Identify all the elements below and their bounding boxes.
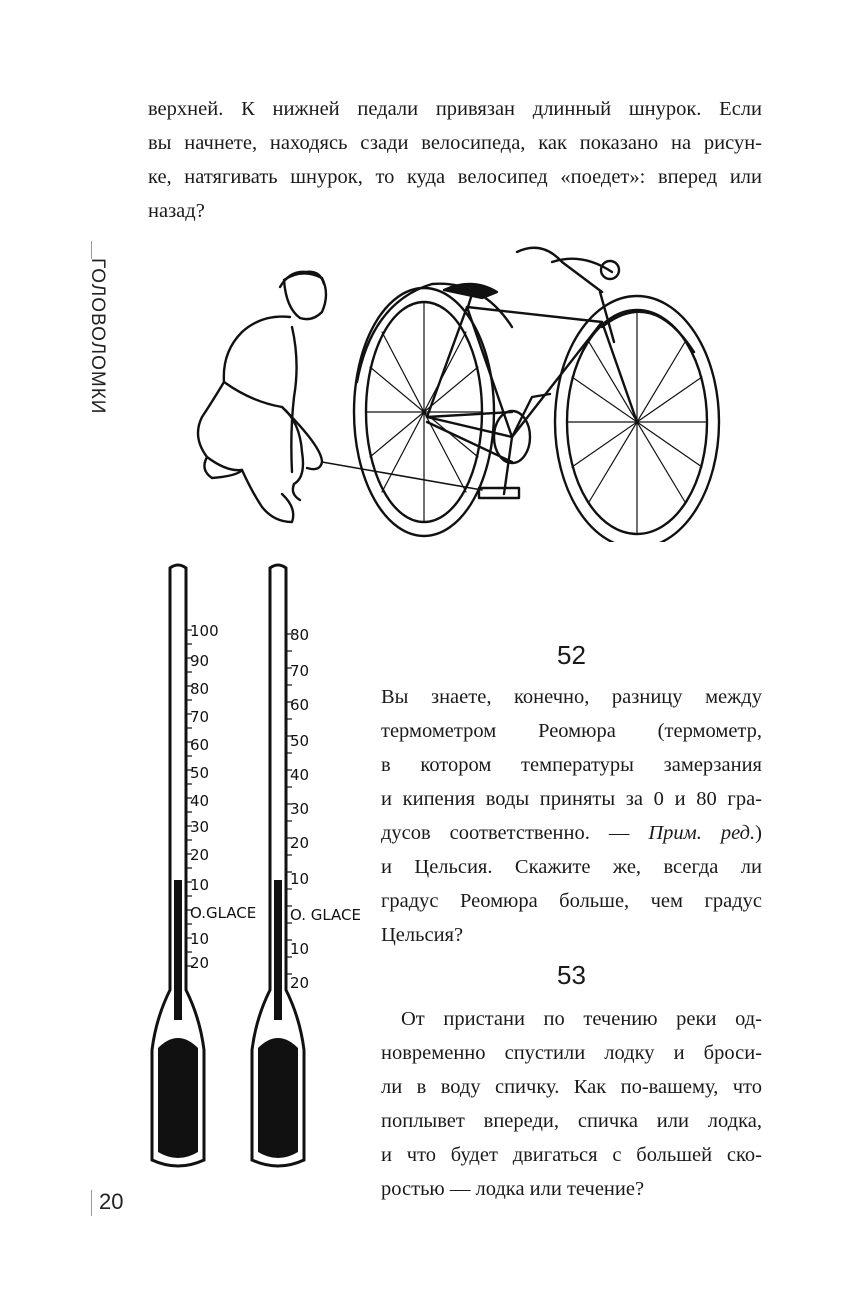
text-line: градус Реомюра больше, чем градус bbox=[381, 890, 762, 912]
scale-label: 20 bbox=[190, 954, 210, 972]
scale-label: 20 bbox=[290, 834, 310, 852]
running-head: ГОЛОВОЛОМКИ bbox=[87, 258, 108, 415]
puzzle-number: 53 bbox=[557, 960, 586, 990]
text-line: ростью — лодка или течение? bbox=[381, 1178, 645, 1200]
celsius-thermometer bbox=[252, 565, 304, 1166]
scale-label: 10 bbox=[190, 930, 210, 948]
scale-label: 60 bbox=[190, 736, 210, 754]
scale-label: 80 bbox=[290, 626, 310, 644]
puzzle-53-text bbox=[381, 1002, 762, 1206]
scale-label: O.GLACE bbox=[190, 904, 257, 922]
scale-label: 30 bbox=[290, 800, 310, 818]
scale-label: 10 bbox=[290, 940, 310, 958]
scale-label: 30 bbox=[190, 818, 210, 836]
thermometers-illustration bbox=[140, 560, 380, 1180]
scale-label: 10 bbox=[190, 876, 210, 894]
text-line: в котором температуры замерзания bbox=[381, 754, 762, 776]
intro-paragraph bbox=[148, 92, 762, 228]
text-line: Вы знаете, конечно, разницу между bbox=[381, 686, 762, 708]
scale-label: 80 bbox=[190, 680, 210, 698]
text-line: верхней. К нижней педали привязан длинный шнурок. Если bbox=[148, 98, 762, 120]
text-line: термометром Реомюра (термометр, bbox=[381, 720, 762, 742]
scale-label: 90 bbox=[190, 652, 210, 670]
scale-label: 70 bbox=[290, 662, 310, 680]
text-line: назад? bbox=[148, 200, 205, 222]
text-line: ли в воду спичку. Как по-вашему, что bbox=[381, 1076, 762, 1098]
scale-label: 10 bbox=[290, 870, 310, 888]
text-line: и кипения воды приняты за 0 и 80 гра- bbox=[381, 788, 762, 810]
text-line: и что будет двигаться с большей ско- bbox=[381, 1144, 762, 1166]
text-segment: дусов соответственно. — bbox=[381, 822, 630, 844]
text-line bbox=[381, 816, 762, 850]
scale-label: 20 bbox=[290, 974, 310, 992]
page-number: 20 bbox=[99, 1189, 124, 1214]
puzzle-number: 52 bbox=[557, 640, 586, 670]
scale-label: 100 bbox=[190, 622, 219, 640]
puzzle-52-text bbox=[381, 680, 762, 952]
scale-label: 40 bbox=[290, 766, 310, 784]
text-line: вы начнете, находясь сзади велосипеда, как показано на рисун- bbox=[148, 132, 762, 154]
footer-rule bbox=[91, 1190, 92, 1216]
text-line: ке, натягивать шнурок, то куда велосипед «поедет»: вперед или bbox=[148, 166, 762, 188]
text-line: поплывет впереди, спичка или лодка, bbox=[381, 1110, 762, 1132]
text-line: новременно спустили лодку и броси- bbox=[381, 1042, 762, 1064]
text-line: и Цельсия. Скажите же, всегда ли bbox=[381, 856, 762, 878]
scale-label: O. GLACE bbox=[290, 906, 362, 924]
bicycle-illustration bbox=[182, 232, 722, 542]
scale-label: 70 bbox=[190, 708, 210, 726]
text-line: Цельсия? bbox=[381, 924, 464, 946]
text-segment: ) bbox=[755, 822, 762, 844]
scale-label: 50 bbox=[190, 764, 210, 782]
scale-label: 20 bbox=[190, 846, 210, 864]
scale-label: 60 bbox=[290, 696, 310, 714]
scale-label: 40 bbox=[190, 792, 210, 810]
scale-label: 50 bbox=[290, 732, 310, 750]
editor-note: Прим. ред. bbox=[648, 822, 756, 844]
text-line: От пристани по течению реки од- bbox=[401, 1008, 762, 1030]
side-rule bbox=[91, 241, 92, 259]
